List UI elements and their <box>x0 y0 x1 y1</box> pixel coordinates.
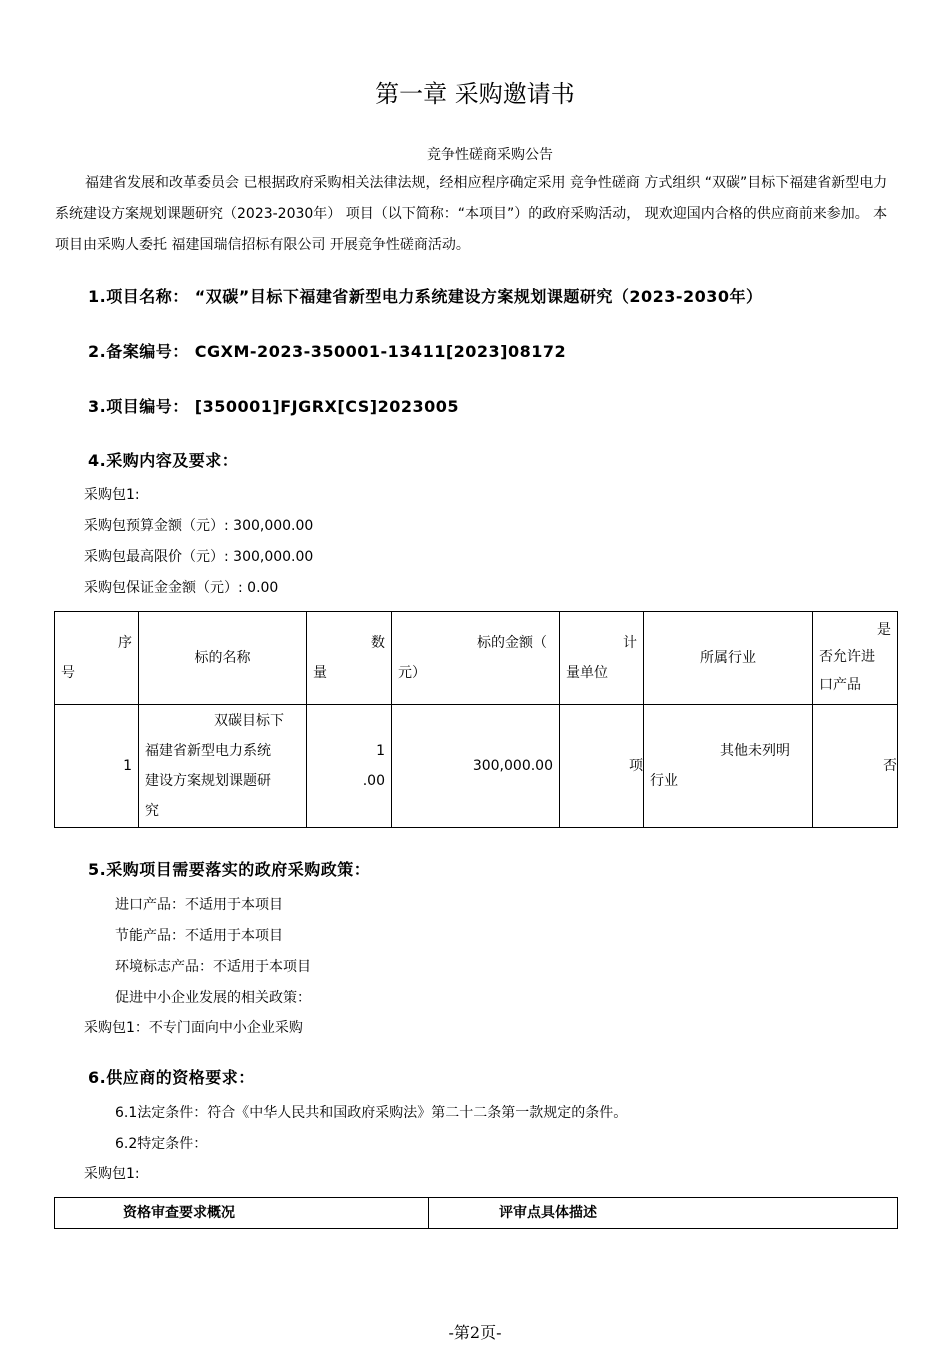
qualification-legal: 6.1法定条件：符合《中华人民共和国政府采购法》第二十二条第一款规定的条件。 <box>115 1105 628 1121</box>
section-record-number: 2.备案编号： CGXM-2023-350001-13411[2023]08172 <box>88 342 567 361</box>
table-header-row <box>55 612 898 705</box>
cell-unit: 项 <box>560 705 644 828</box>
cell-amount: 300,000.00 <box>392 705 560 828</box>
section-project-number: 3.项目编号： [350001]FJGRX[CS]2023005 <box>88 397 459 416</box>
intro-paragraph: 福建省发展和改革委员会 已根据政府采购相关法律法规，经相应程序确定采用 竞争性磋商 方式组织 “双碳”目标下福建省新型电力系统建设方案规划课题研究（2023-2030年） 项目（以下简称：“本项目”）的政府采购活动， 现欢迎国内合格的供应商前来参加。 本项目由采购人委托 福建国瑞信招标有限公司 开展竞争性磋商活动。 <box>55 175 888 253</box>
package-budget: 采购包预算金额（元）: 300,000.00 <box>84 518 314 534</box>
header-industry: 所属行业 <box>644 612 813 705</box>
page-title: 第一章 采购邀请书 <box>375 80 575 108</box>
cell-quantity: 1 .00 <box>307 705 392 828</box>
package-label: 采购包1: <box>84 487 140 503</box>
section-qualification: 6.供应商的资格要求： <box>88 1068 255 1087</box>
package-deposit: 采购包保证金金额（元）: 0.00 <box>84 580 279 596</box>
section-procurement-content: 4.采购内容及要求： <box>88 451 239 470</box>
policy-energy: 节能产品：不适用于本项目 <box>115 928 283 944</box>
announcement-subtitle: 竞争性磋商采购公告 <box>427 147 553 163</box>
qualification-package: 采购包1: <box>84 1166 140 1182</box>
policy-sme: 促进中小企业发展的相关政策： <box>115 990 311 1006</box>
header-item-name: 标的名称 <box>139 612 307 705</box>
policy-environment: 环境标志产品：不适用于本项目 <box>115 959 311 975</box>
header-amount: 标的金额（ 元） <box>392 612 560 705</box>
header-quantity: 数 量 <box>307 612 392 705</box>
header-import-allowed: 是 否允许进 口产品 <box>813 612 898 705</box>
qualification-col-summary: 资格审查要求概况 <box>55 1198 429 1229</box>
header-unit: 计 量单位 <box>560 612 644 705</box>
qualification-table <box>54 1197 898 1229</box>
section-policies: 5.采购项目需要落实的政府采购政策： <box>88 860 371 879</box>
table-row <box>55 705 898 828</box>
cell-import-allowed: 否 <box>813 705 898 828</box>
cell-seq: 1 <box>55 705 139 828</box>
procurement-items-table <box>54 611 898 828</box>
cell-industry: 其他未列明 行业 <box>644 705 813 828</box>
cell-item-name: 双碳目标下 福建省新型电力系统 建设方案规划课题研 究 <box>139 705 307 828</box>
header-seq: 序 号 <box>55 612 139 705</box>
qualification-col-description: 评审点具体描述 <box>429 1198 898 1229</box>
qualification-header-row <box>55 1198 898 1229</box>
section-project-name: 1.项目名称： “双碳”目标下福建省新型电力系统建设方案规划课题研究（2023-2030年） <box>88 287 763 306</box>
page-number: -第2页- <box>448 1323 502 1342</box>
qualification-special: 6.2特定条件： <box>115 1136 208 1152</box>
policy-package: 采购包1：不专门面向中小企业采购 <box>84 1020 303 1036</box>
package-max-price: 采购包最高限价（元）: 300,000.00 <box>84 549 314 565</box>
policy-import: 进口产品：不适用于本项目 <box>115 897 283 913</box>
